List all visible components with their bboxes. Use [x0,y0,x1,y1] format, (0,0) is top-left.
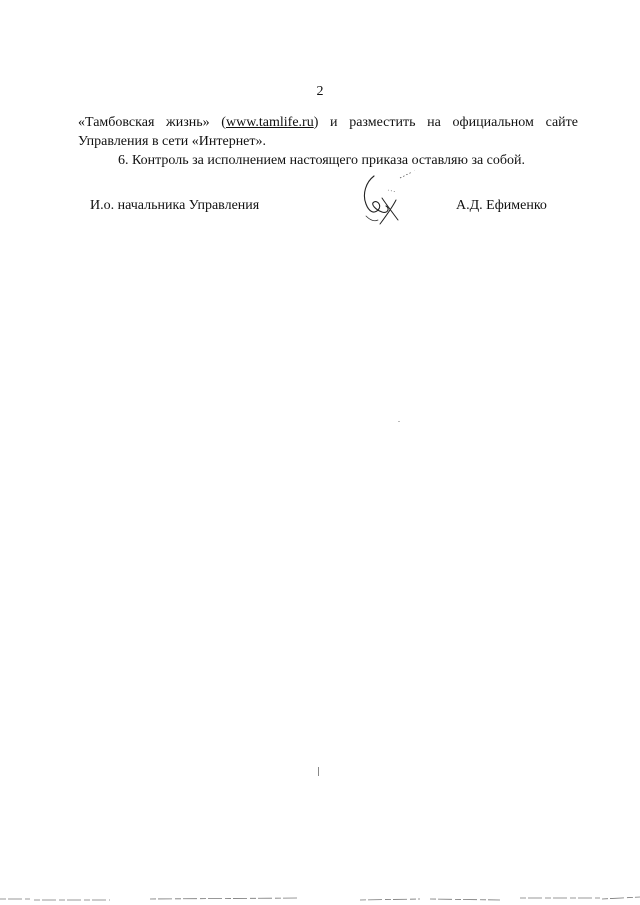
newspaper-name: «Тамбовская жизнь» ( [78,115,226,130]
document-body [78,113,578,170]
signatory-position: И.о. начальника Управления [90,198,260,213]
scan-edge-artifact [0,893,640,905]
scan-artifact-dot [398,421,400,422]
publication-text: ) и разместить на официальном сайте [313,115,578,130]
paragraph-control: 6. Контроль за исполнением настоящего приказа оставляю за собой. [118,153,526,168]
website-link[interactable]: www.tamlife.ru [225,115,314,130]
signature-block [0,196,640,246]
page-number: 2 [316,84,324,99]
signatory-name: А.Д. Ефименко [456,198,547,213]
paragraph-publication-line-1 [78,113,578,132]
scan-artifact-mark [318,767,319,776]
handwritten-signature [352,170,442,240]
paragraph-publication-line-2: Управления в сети «Интернет». [78,134,267,149]
paragraph-publication [78,113,578,151]
